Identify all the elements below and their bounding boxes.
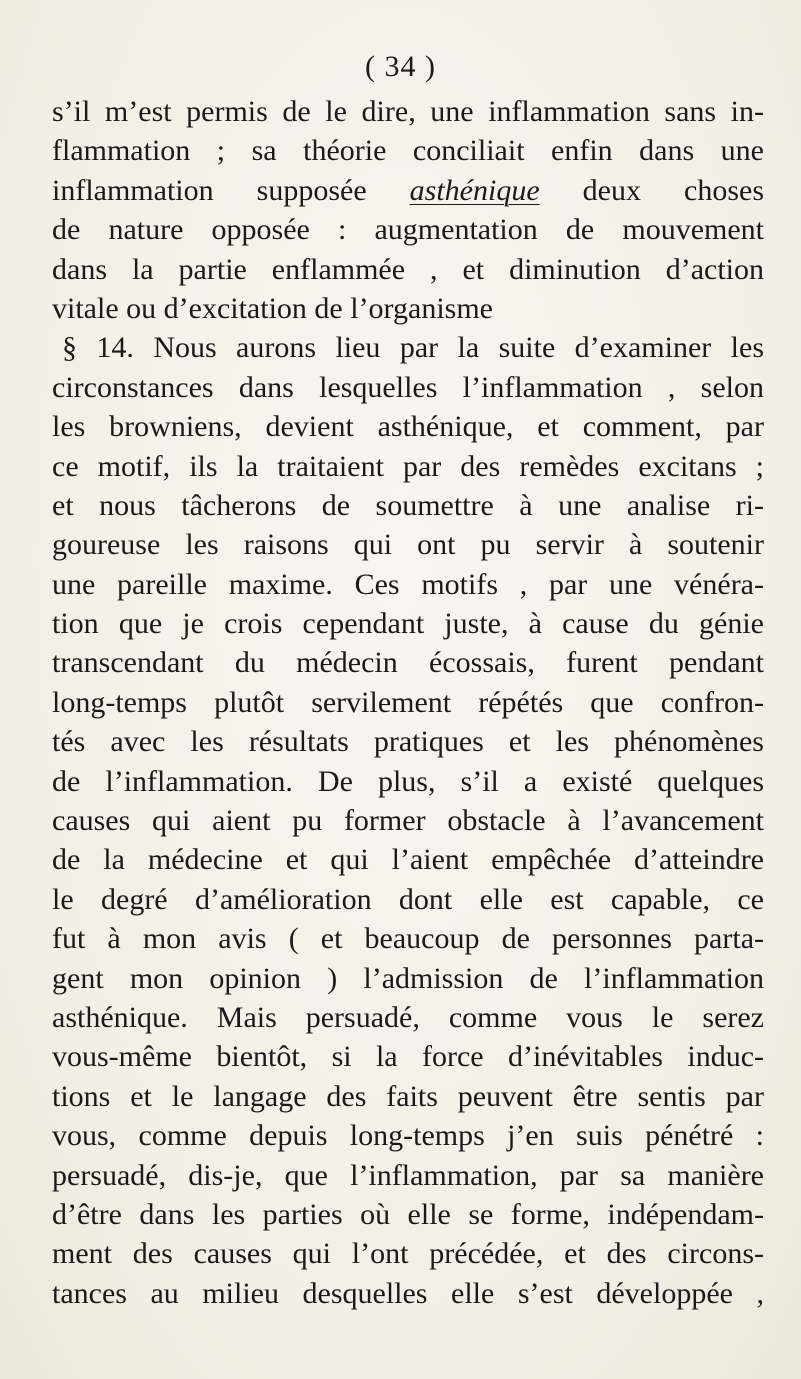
text-line-27: vous, comme depuis long-temps j’en suis pénétré : [52,1119,764,1153]
text-line-10: ce motif, ils la traitaient par des remèdes excitans ; [52,449,764,483]
text-line-6: vitale ou d’excitation de l’organisme [52,291,493,325]
text-line-12: goureuse les raisons qui ont pu servir à soutenir [52,528,764,562]
text-line-11: et nous tâcherons de soumettre à une analise ri- [52,488,764,522]
text-line-26: tions et le langage des faits peuvent être sentis par [52,1079,764,1113]
text-line-13: une pareille maxime. Ces motifs , par une vénéra- [52,567,764,601]
text-line-29: d’être dans les parties où elle se forme, indépendam- [52,1197,764,1231]
text-line-25: vous-même bientôt, si la force d’inévitables induc- [52,1040,764,1074]
text-line-3-end: deux choses [539,173,764,207]
text-line-18: de l’inflammation. De plus, s’il a existé quelques [52,764,764,798]
text-line-20: de la médecine et qui l’aient empêchée d’atteindre [52,843,764,877]
text-line-28: persuadé, dis-je, que l’inflammation, par sa manière [52,1158,764,1192]
text-line-2: flammation ; sa théorie conciliait enfin dans une [52,134,764,168]
text-line-3 [52,171,764,210]
text-line-22: fut à mon avis ( et beaucoup de personnes parta- [52,922,764,956]
text-line-9: les browniens, devient asthénique, et comment, par [52,410,764,444]
text-line-24: asthénique. Mais persuadé, comme vous le serez [52,1000,764,1034]
text-line-23: gent mon opinion ) l’admission de l’inflammation [52,961,764,995]
emphasized-word-asthenique: asthénique [409,173,540,207]
text-line-31: tances au milieu desquelles elle s’est développée , [52,1276,764,1310]
text-line-15: transcendant du médecin écossais, furent pendant [52,646,764,680]
text-line-14: tion que je crois cependant juste, à cause du génie [52,607,764,641]
text-line-4: de nature opposée : augmentation de mouvement [52,213,764,247]
body-text [52,92,764,1313]
text-line-8: circonstances dans lesquelles l’inflammation , selon [52,370,764,404]
text-line-17: tés avec les résultats pratiques et les phénomènes [52,725,764,759]
text-line-19: causes qui aient pu former obstacle à l’avancement [52,804,764,838]
text-line-30: ment des causes qui l’ont précédée, et des circons- [52,1237,764,1271]
text-line-21: le degré d’amélioration dont elle est capable, ce [52,882,764,916]
text-line-5: dans la partie enflammée , et diminution d’action [52,252,764,286]
section-14-start: § 14. Nous aurons lieu par la suite d’examiner les [62,331,764,365]
text-line-16: long-temps plutôt servilement répétés que confron- [52,685,764,719]
text-line-1: s’il m’est permis de le dire, une inflammation sans in- [52,95,764,128]
page-number: ( 34 ) [365,50,436,83]
text-line-3-start: inflammation supposée [52,173,410,207]
